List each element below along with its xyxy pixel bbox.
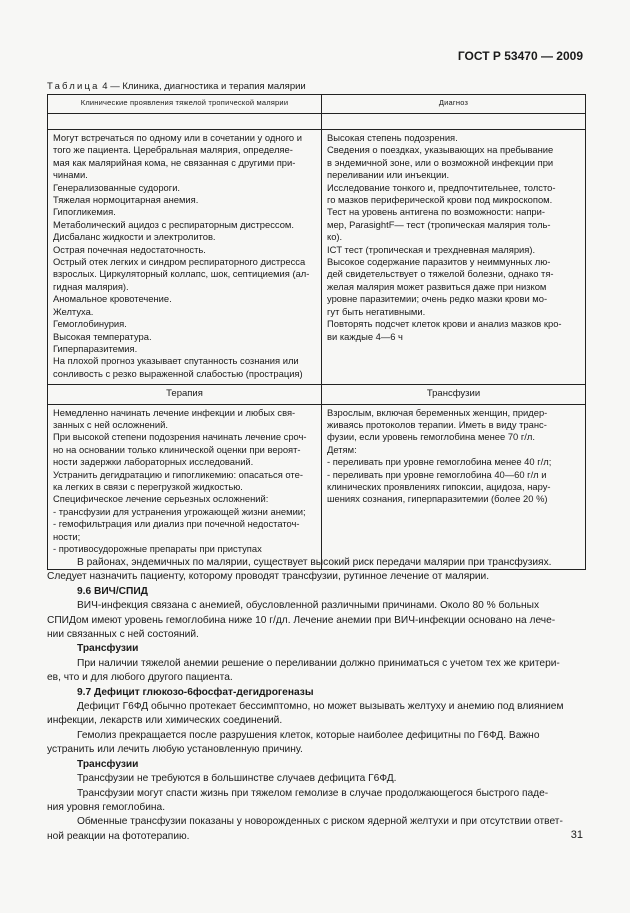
cell-line: Детям: [327, 443, 357, 455]
paragraph: ния уровня гемоглобина. [47, 801, 166, 813]
diagnosis-lines [327, 132, 580, 343]
cell-line: но на основании только клинической оценки при вероят- [53, 443, 301, 455]
page-number: 31 [570, 829, 583, 841]
paragraph: Трансфузии могут спасти жизнь при тяжелом гемолизе в случае продолжающегося быстрого паде- [77, 787, 549, 799]
cell-line: чинами. [53, 169, 88, 181]
cell-line: Сведения о поездках, указывающих на пребывание [327, 144, 554, 156]
cell-line: Могут встречаться по одному или в сочетании у одного и [53, 132, 302, 143]
cell-line: клинических проявлениях гипоксии, ацидоза, нару- [327, 480, 551, 492]
cell-line: ви каждые 4—6 ч [327, 330, 403, 342]
table-caption [47, 81, 306, 92]
cell-line: сонливость с резко выраженной слабостью (прострация) [53, 367, 303, 379]
table-header-therapy: Терапия [48, 385, 322, 404]
clinical-cell [48, 130, 322, 385]
table-caption-title: 4 — Клиника, диагностика и терапия малярии [99, 81, 306, 92]
cell-line: - трансфузии для устранения угрожающей жизни анемии; [53, 505, 306, 517]
cell-line: гидная малярия). [53, 280, 129, 292]
table-spacer-left [48, 114, 322, 130]
cell-line: Гемоглобинурия. [53, 318, 127, 330]
therapy-cell [48, 404, 322, 570]
cell-line: Устранить дегидратацию и гипогликемию: опасаться оте- [53, 468, 303, 480]
cell-line: занных с ней осложнений. [53, 418, 168, 430]
cell-line: Гипогликемия. [53, 206, 116, 218]
cell-line: дей свидетельствует о тяжелой болезни, однако тя- [327, 268, 554, 280]
cell-line: Тест на уровень антигена по возможности: напри- [327, 206, 545, 218]
cell-line: Немедленно начинать лечение инфекции и любых свя- [53, 406, 296, 418]
cell-line: Высокое содержание паразитов у неиммунных лю- [327, 256, 551, 268]
body-text [47, 556, 585, 844]
standard-number: ГОСТ Р 53470 — 2009 [457, 49, 583, 63]
cell-line: ка легких в связи с перегрузкой жидкостью. [53, 480, 243, 492]
paragraph: устранить или лечить любую установленную причину. [47, 744, 303, 756]
subheading-transfusions: Трансфузии [77, 758, 139, 770]
paragraph: При наличии тяжелой анемии решение о переливании должно приниматься с учетом тех же критери- [77, 657, 560, 669]
cell-line: уровне паразитемии; очень редко мазки крови мо- [327, 293, 548, 305]
transfusion-lines [327, 407, 580, 506]
cell-line: - переливать при уровне гемоглобина 40—60 г/л и [327, 468, 547, 480]
cell-line: Острая почечная недостаточность. [53, 243, 206, 255]
cell-line: При высокой степени подозрения начинать лечение сроч- [53, 431, 307, 443]
cell-line: - противосудорожные препараты при приступах [53, 543, 262, 554]
paragraph: СПИДом имеют уровень гемоглобина ниже 10 г/дл. Лечение анемии при ВИЧ-инфекции основано на лече- [47, 614, 556, 626]
table-header-clinical: Клинические проявления тяжелой тропической малярии [48, 95, 322, 114]
cell-line: Желтуха. [53, 305, 94, 317]
cell-line: мер, ParasightF— тест (тропическая малярия толь- [327, 218, 551, 230]
paragraph: Дефицит Г6ФД обычно протекает бессимптомно, но может вызывать желтуху и анемию под влиянием [77, 701, 564, 713]
cell-line: живаясь протоколов терапии. Иметь в виду транс- [327, 418, 547, 430]
paragraph: инфекции, лекарств или химических соединений. [47, 715, 283, 727]
cell-line: Острый отек легких и синдром респираторного дистресса [53, 256, 306, 268]
malaria-table [47, 94, 586, 570]
section-heading-g6pd: 9.7 Дефицит глюкозо-6фосфат-дегидрогеназы [77, 686, 314, 698]
paragraph: Гемолиз прекращается после разрушения клеток, которые наиболее дефицитны по Г6ФД. Важно [77, 729, 540, 741]
cell-line: переливании или инъекции. [327, 169, 450, 181]
cell-line: Метаболический ацидоз с респираторным дистрессом. [53, 218, 294, 230]
cell-line: Взрослым, включая беременных женщин, придер- [327, 406, 548, 418]
cell-line: фузии, если уровень гемоглобина менее 70 г/л. [327, 431, 535, 443]
cell-line: На плохой прогноз указывает спутанность сознания или [53, 355, 299, 367]
table-header-transfusion: Трансфузии [322, 385, 586, 404]
therapy-lines [53, 407, 316, 556]
paragraph: В районах, эндемичных по малярии, существует высокий риск передачи малярии при трансфузиях. [77, 557, 552, 568]
paragraph: ев, что и для любого другого пациента. [47, 672, 233, 684]
subheading-transfusions: Трансфузии [77, 643, 139, 655]
diagnosis-cell [322, 130, 586, 385]
cell-line: Высокая температура. [53, 330, 152, 342]
cell-line: ности; [53, 530, 81, 542]
cell-line: ности задержки лабораторных исследований. [53, 456, 254, 468]
cell-line: Исследование тонкого и, предпочтительнее, толсто- [327, 181, 556, 193]
paragraph: Трансфузии не требуются в большинстве случаев дефицита Г6ФД. [77, 773, 397, 785]
cell-line: го мазков периферической крови под микроскопом. [327, 194, 553, 206]
cell-line: Специфическое лечение серьезных осложнений: [53, 493, 269, 505]
transfusion-cell [322, 404, 586, 570]
cell-line: - переливать при уровне гемоглобина менее 40 г/л; [327, 456, 552, 468]
cell-line: шениях сознания, гиперпаразитемии (более 20 %) [327, 493, 548, 505]
section-heading-hiv: 9.6 ВИЧ/СПИД [77, 585, 148, 597]
cell-line: Высокая степень подозрения. [327, 132, 458, 143]
table-header-diagnosis: Диагноз [322, 95, 586, 114]
cell-line: ко). [327, 231, 343, 243]
paragraph: ной реакции на фототерапию. [47, 830, 190, 842]
clinical-lines [53, 132, 316, 380]
cell-line: - гемофильтрация или диализ при почечной недостаточ- [53, 518, 300, 530]
cell-line: Генерализованные судороги. [53, 181, 181, 193]
cell-line: Гиперпаразитемия. [53, 342, 138, 354]
cell-line: желая малярия может развиться даже при низком [327, 280, 547, 292]
paragraph: ВИЧ-инфекция связана с анемией, обусловленной различными причинами. Около 80 % больных [77, 600, 540, 612]
paragraph: нии связанных с ней состояний. [47, 629, 199, 641]
cell-line: Тяжелая нормоцитарная анемия. [53, 194, 199, 206]
cell-line: в эндемичной зоне, или о возможной инфекции при [327, 156, 554, 168]
cell-line: Повторять подсчет клеток крови и анализ мазков кро- [327, 318, 562, 330]
paragraph: Следует назначить пациенту, которому проводят трансфузии, рутинное лечение от малярии. [47, 571, 490, 583]
table-spacer-right [322, 114, 586, 130]
cell-line: ICT тест (тропическая и трехдневная малярия). [327, 243, 536, 255]
table-caption-prefix: Таблица [47, 81, 100, 92]
cell-line: гут быть негативными. [327, 305, 426, 317]
cell-line: мая как малярийная кома, не связанная с другими при- [53, 156, 296, 168]
paragraph: Обменные трансфузии показаны у новорожденных с риском ядерной желтухи и при отсутствии ответ- [77, 816, 563, 828]
cell-line: Аномальное кровотечение. [53, 293, 172, 305]
cell-line: Дисбаланс жидкости и электролитов. [53, 231, 216, 243]
cell-line: взрослых. Циркуляторный коллапс, шок, септициемия (ал- [53, 268, 310, 280]
cell-line: того же пациента. Церебральная малярия, определяе- [53, 144, 293, 156]
